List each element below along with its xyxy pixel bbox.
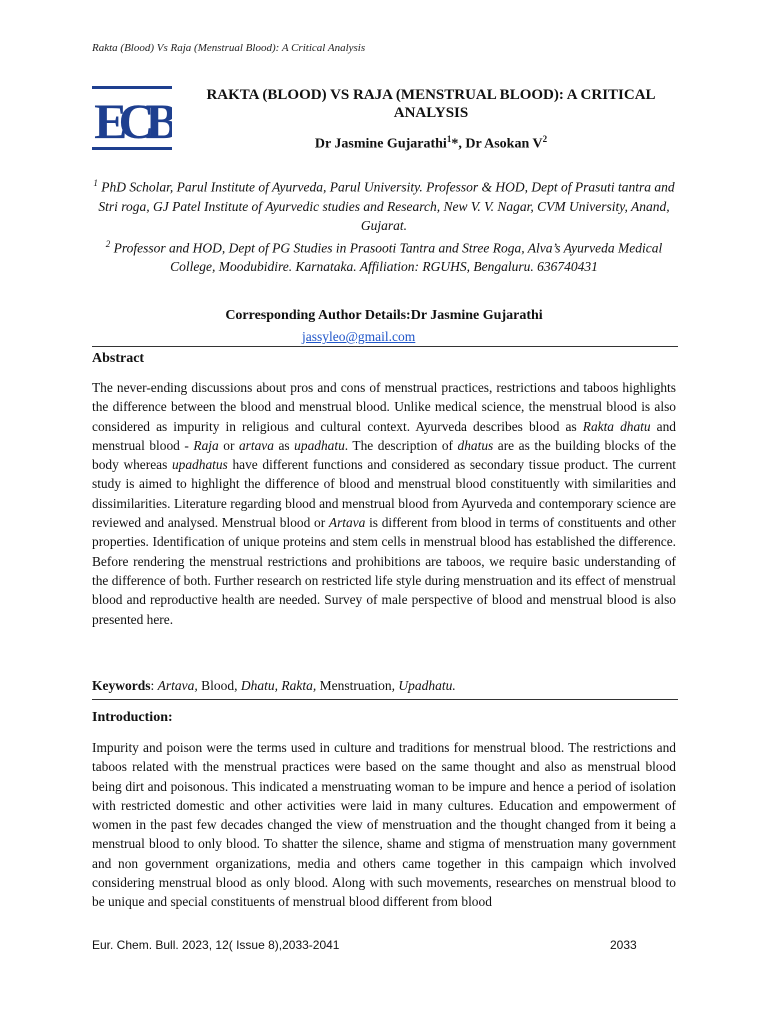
abstract-term: Rakta dhatu xyxy=(582,418,651,434)
author-2-name: Dr Asokan V xyxy=(465,136,543,152)
running-head: Rakta (Blood) Vs Raja (Menstrual Blood): A Critical Analysis xyxy=(92,42,366,54)
affiliation-1-sup: 1 xyxy=(93,178,98,188)
abstract-seg: . The description of xyxy=(344,437,458,453)
divider-bottom xyxy=(92,699,678,700)
author-separator: , xyxy=(458,136,466,152)
affiliation-2-sup: 2 xyxy=(105,238,111,249)
abstract-term: artava xyxy=(238,437,274,453)
author-2-sup: 2 xyxy=(542,134,548,144)
affiliations xyxy=(92,174,676,276)
keyword: Blood, xyxy=(197,678,241,693)
corresponding-author: Corresponding Author Details:Dr Jasmine Gujarathi xyxy=(225,308,543,323)
abstract-text xyxy=(92,378,676,629)
abstract-term: dhatus xyxy=(457,437,494,453)
abstract-term: Raja xyxy=(193,437,219,453)
abstract-seg: are as the building blocks of the body whereas xyxy=(92,437,677,473)
abstract-seg: is different from blood in terms of constituents and other properties. Identification of unique proteins and stem cells in menstrual blood has established the difference. Before rendering the menstrual restrictions and prohibitions are taboos, we require basic understanding of the difference of both. Further research on restricted life style during menstruation and its effect of menstrual blood and reproductive health are needed. Survey of male perspective of blood and menstrual blood is also presented here. xyxy=(92,515,677,627)
abstract-seg: or xyxy=(218,437,239,453)
affiliation-1 xyxy=(92,174,676,235)
introduction-text: Impurity and poison were the terms used in culture and traditions for menstrual blood. The restrictions and taboos related with the menstrual practices were based on the same thought and also as menstrual blood being dirt and poisonous. This indicated a menstruating woman to be impure and hence a period of isolation with restricted domestic and other activities were laid in many cultures. Education and empowerment of women in the past few decades changed the view of menstruation and the thought changed from it being a menstrual blood to only blood. To shatter the silence, shame and stigma of menstruation many government and non government organizations, media and others came together in this campaign which involved considering menstrual blood as only blood. Along with such movements, researches on menstrual blood to be unique and special constituents of menstrual blood different from blood xyxy=(92,740,676,910)
divider-top xyxy=(92,346,678,347)
abstract-term: Artava xyxy=(328,515,366,531)
journal-logo xyxy=(92,86,172,150)
footer-citation: Eur. Chem. Bull. 2023, 12( Issue 8),2033-2041 xyxy=(92,938,340,952)
keyword: Menstruation xyxy=(316,678,392,693)
email-link[interactable]: jassyleo@gmail.com xyxy=(302,329,416,344)
keywords-label: Keywords xyxy=(92,678,151,693)
page-number: 2033 xyxy=(610,938,637,952)
abstract-heading: Abstract xyxy=(92,351,145,366)
keyword: Dhatu, Rakta, xyxy=(240,678,317,693)
abstract-term: upadhatu xyxy=(294,437,345,453)
abstract-seg: and menstrual blood - xyxy=(92,418,676,453)
author-1-sup: 1 xyxy=(446,134,452,144)
keyword: , Upadhatu. xyxy=(391,678,456,693)
keywords-line xyxy=(92,678,456,694)
author-line xyxy=(186,134,676,153)
keywords-colon: : xyxy=(150,678,158,693)
logo-text: ECB xyxy=(94,93,170,149)
abstract-seg: The never-ending discussions about pros and cons of menstrual practices, restrictions and taboos highlights the difference between the blood and menstrual blood. Unlike medical science, the menstrual blood is also considered as impurity in religious and cultural context. Ayurveda describes blood as xyxy=(92,380,676,434)
paper-title: RAKTA (BLOOD) VS RAJA (MENSTRUAL BLOOD): A CRITICAL ANALYSIS xyxy=(206,87,656,121)
keyword: Artava, xyxy=(157,678,198,693)
author-1-name: Dr Jasmine Gujarathi xyxy=(314,136,447,152)
affiliation-2-text: Professor and HOD, Dept of PG Studies in Prasooti Tantra and Stree Roga, Alva’s Ayurveda Medical College, Moodubidire. Karnataka. Affiliation: RGUHS, Bengaluru. 636740431 xyxy=(110,240,663,274)
affiliation-1-text: PhD Scholar, Parul Institute of Ayurveda, Parul University. Professor & HOD, Dept of Prasuti tantra and Stri roga, GJ Patel Institute of Ayurvedic studies and Research, New V. V. Nagar, CVM University, Anand, Gujarat. xyxy=(97,179,675,233)
abstract-seg: have different functions and considered as secondary tissue product. The current study is aimed to highlight the difference of blood and menstrual blood constituently with similarities and dissimilarities. Literature regarding blood and menstrual blood from Ayurveda and contemporary science are reviewed and analysed. Menstrual blood or xyxy=(92,457,677,531)
introduction-heading: Introduction: xyxy=(92,710,173,725)
corresponding-mark: * xyxy=(451,136,459,152)
abstract-seg: as xyxy=(273,437,295,453)
abstract-term: upadhatus xyxy=(171,457,228,473)
affiliation-2 xyxy=(92,235,676,277)
